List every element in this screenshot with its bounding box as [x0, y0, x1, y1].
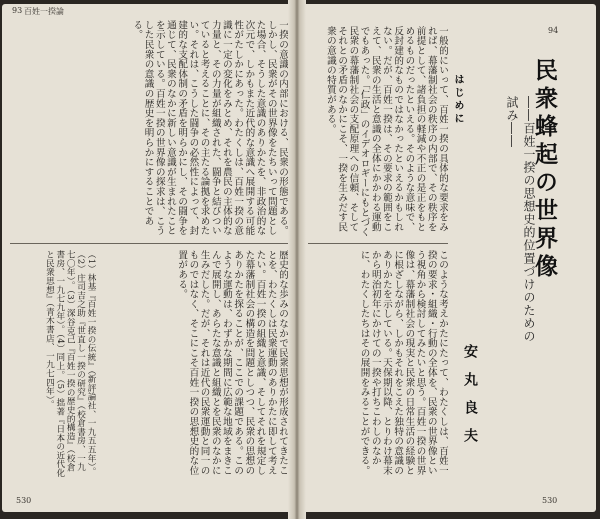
article-title: 民衆蜂起の世界像 — [531, 58, 558, 282]
left-column-rule — [10, 243, 288, 244]
right-page-number-top: 94 — [548, 26, 559, 35]
book-gutter — [288, 0, 306, 519]
left-body-lower: 歴史的な歩みのなかで民衆思想が形成されてきたことを、わたくしは民衆運動のありかたに即して考えたい。百姓一揆の組織と意識、そしてそれを規定した幕藩制社会の構造を問題としつつ、民衆の思想のありかたを探ることが、ここでの課題である。このような運動は、わずかな期間に広範な地域をまきこんで展開し、あらたな意識と組織とを民衆のなかに生みだした。だが、それは近代の民衆運動と同一のものではなく、そこにこそ百姓一揆の思想史的な位置がある。 — [176, 250, 288, 476]
left-notes: （1）林基『百姓一揆の伝統』（新評論社、一九五五年）。（2）庄司吉之助『世直し一揆の研究』（校倉書房、一九七〇年）。（3）深谷克己『百姓一揆の歴史的構造』（校倉書房、一九七九年）。（4）同上。（5）拙著『日本の近代化と民衆思想』（青木書店、一九七四年）。 — [44, 250, 96, 478]
left-page-number-bottom: 530 — [16, 496, 32, 505]
left-running-head: 百姓一揆論 — [24, 7, 64, 16]
right-body-intro: 一般的にいって、百姓一揆の具体的な要求をみれば、幕藩制社会の秩序の内部で、その秩序を前提として、諸負担の軽減や不正の是正をもとめるものだったといえる。そのような意味で、反封建的なものではなかったといえるかもしれない。だが、百姓一揆は、その要求の範囲をこえて、民衆の生活と意識の全体にかかわる運動でもあった。「仁政」のイデオロギーにもとづく民衆の幕藩制社会の支配原理への信頼、そしてそれとの矛盾のなかにこそ、一揆を生みだす民衆の意識の特質がある。 — [324, 26, 448, 237]
left-page-number-top: 93 — [12, 6, 23, 15]
left-body-upper: 一揆の意識の内部における、民衆の形態である。しかし、民衆がその世界像をたちいって問題とした場合、そうした意識のありかたを、非政治的な次元で、しかもまた近代的な意識へ展開する可能性がたしかにあった。わたくしは、百姓一揆の意識に一定の変化をみとめ、それを農民の主体的な力量と、その力量が組織された、闘争と結びついていると考えることに、その主たる論拠を求めたい。それは、こうした闘争の必然性によって、封建的な支配体制の矛盾を明らかにし、その闘争を通じて、民衆のなかに新しい意識が生まれたことを示している。百姓一揆の世界像の探求は、こうした民衆の意識の歴史を明らかにすることである。 — [131, 20, 288, 236]
right-body-lower: このような考えかたにたって、わたくしは、百姓一揆の要求・組織・行動の全体を、民衆の世界像という視角から検討してみたいと思う。百姓一揆の世界像は、幕藩制社会の現実と民衆の日常生活の経験とに根ざしながら、しかもそれをこえた独特の意識のありかたを示している。天保期以降、とりわけ幕末から明治初年にかけての一揆や打ちこわしのなかに、わたくしたちはその展開をみることができる。 — [358, 250, 448, 476]
article-subtitle: ――百姓一揆の思想史的位置づけのための試み―― — [505, 96, 536, 343]
left-page — [2, 4, 294, 512]
article-author: 安丸良夫 — [462, 344, 478, 456]
right-column-rule — [308, 243, 448, 244]
right-page-number-bottom: 530 — [542, 496, 558, 505]
section-heading: はじめに — [452, 74, 463, 126]
right-page — [300, 4, 596, 512]
